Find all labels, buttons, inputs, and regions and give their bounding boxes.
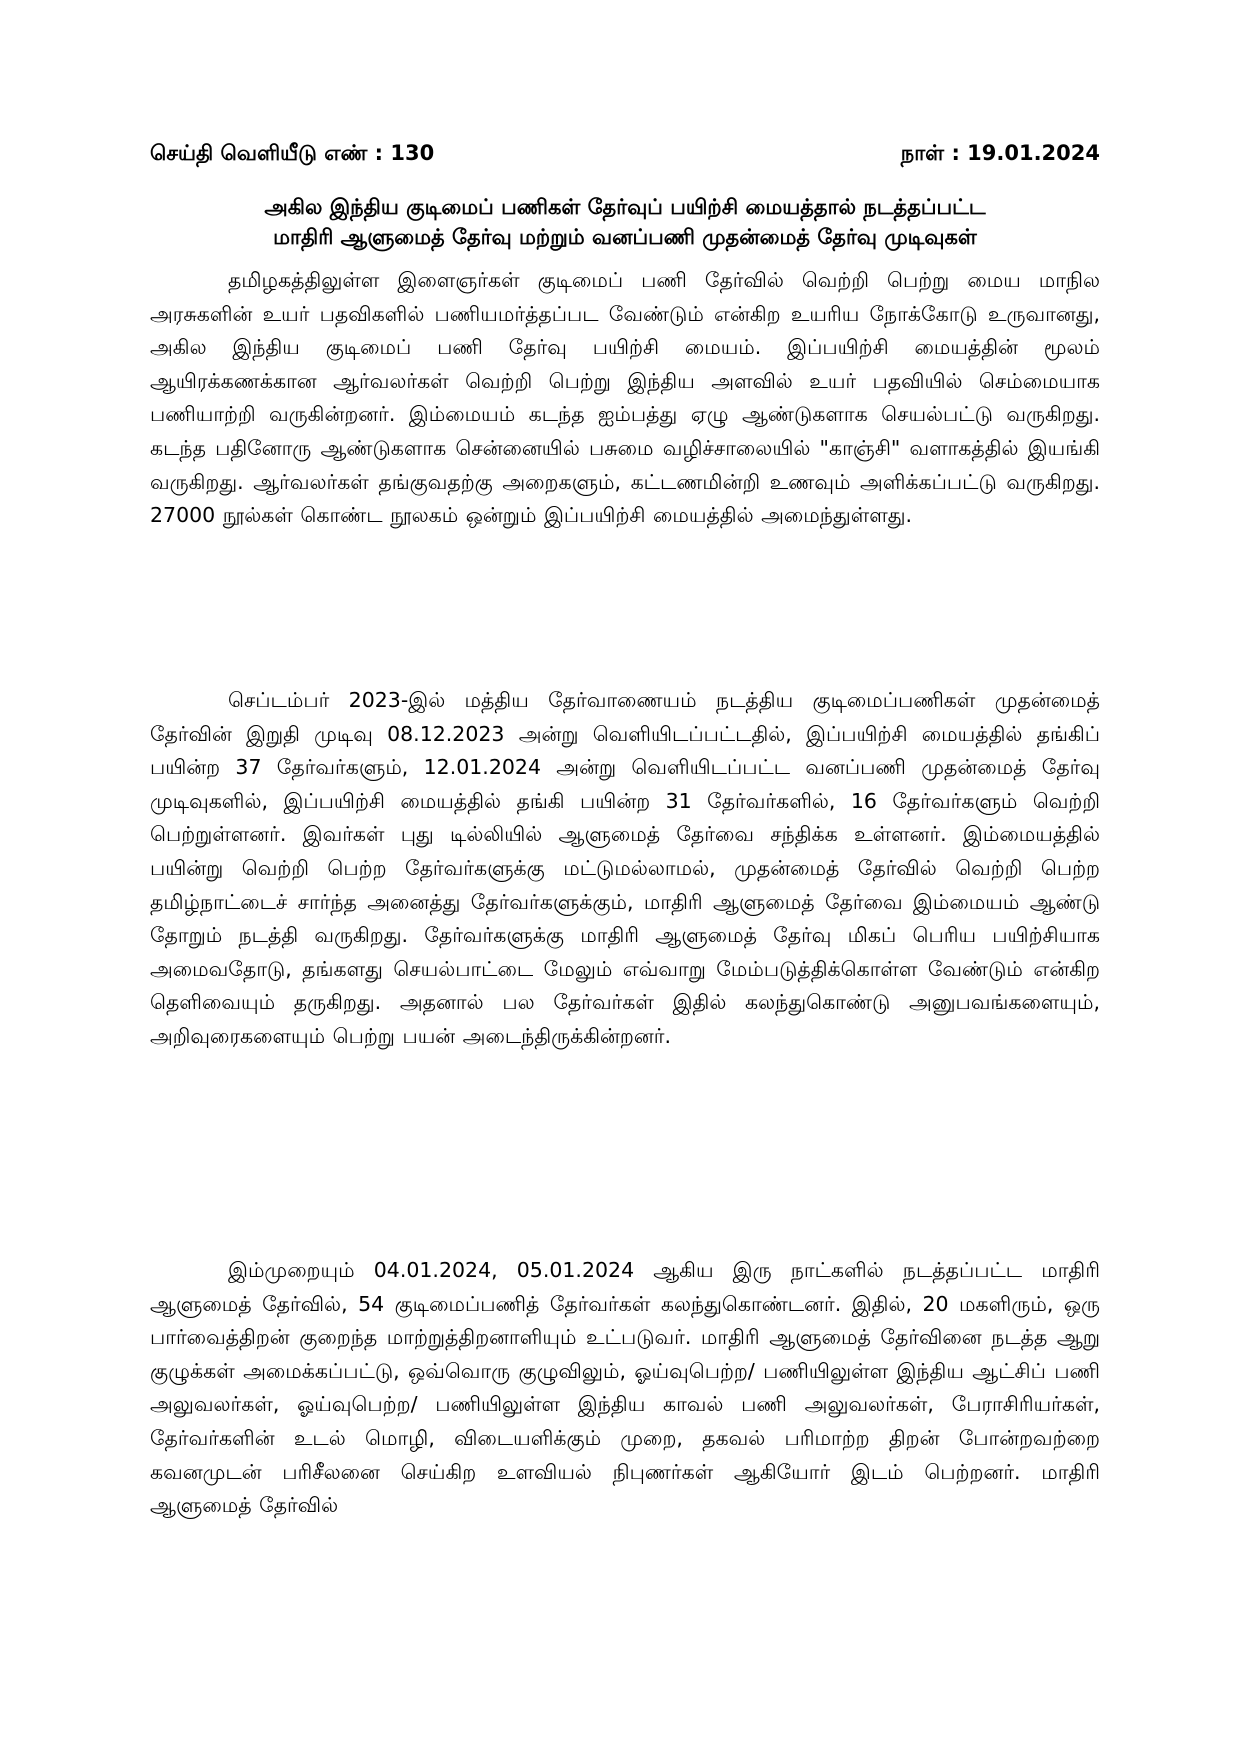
body-paragraph-1: தமிழகத்திலுள்ள இளைஞர்கள் குடிமைப் பணி தேர்வில் வெற்றி பெற்று மைய மாநில அரசுகளின் உயர் பதவிகளில் பணியமர்த்தப்பட வேண்டும் என்கிற உயரிய நோக்கோடு உருவானது, அகில இந்திய குடிமைப் பணி தேர்வு பயிற்சி மையம். இப்பயிற்சி மையத்தின் மூலம் ஆயிரக்கணக்கான ஆர்வலர்கள் வெற்றி பெற்று இந்திய அளவில் உயர் பதவியில் செம்மையாக பணியாற்றி வருகின்றனர். இம்மையம் கடந்த ஐம்பத்து ஏழு ஆண்டுகளாக செயல்பட்டு வருகிறது. கடந்த பதினோரு ஆண்டுகளாக சென்னையில் பசுமை வழிச்சாலையில் "காஞ்சி" வளாகத்தில் இயங்கி வருகிறது. ஆர்வலர்கள் தங்குவதற்கு அறைகளும், கட்டணமின்றி உணவும் அளிக்கப்பட்டு வருகிறது. 27000 நூல்கள் கொண்ட நூலகம் ஒன்றும் இப்பயிற்சி மையத்தில் அமைந்துள்ளது.	[150, 268, 1100, 528]
header-row	[150, 136, 1100, 170]
title-line-2: மாதிரி ஆளுமைத் தேர்வு மற்றும் வனப்பணி முதன்மைத் தேர்வு முடிவுகள்	[273, 225, 977, 249]
release-date: நாள் : 19.01.2024	[900, 141, 1100, 165]
body-paragraph-3: இம்முறையும் 04.01.2024, 05.01.2024 ஆகிய இரு நாட்களில் நடத்தப்பட்ட மாதிரி ஆளுமைத் தேர்வில், 54 குடிமைப்பணித் தேர்வர்கள் கலந்துகொண்டனர். இதில், 20 மகளிரும், ஒரு பார்வைத்திறன் குறைந்த மாற்றுத்திறனாளியும் உட்படுவர். மாதிரி ஆளுமைத் தேர்வினை நடத்த ஆறு குழுக்கள் அமைக்கப்பட்டு, ஒவ்வொரு குழுவிலும், ஓய்வுபெற்ற/ பணியிலுள்ள இந்திய ஆட்சிப் பணி அலுவலர்கள், ஓய்வுபெற்ற/ பணியிலுள்ள இந்திய காவல் பணி அலுவலர்கள், பேராசிரியர்கள், தேர்வர்களின் உடல் மொழி, விடையளிக்கும் முறை, தகவல் பரிமாற்ற திறன் போன்றவற்றை கவனமுடன் பரிசீலனை செய்கிற உளவியல் நிபுணர்கள் ஆகியோர் இடம் பெற்றனர். மாதிரி ஆளுமைத் தேர்வில்	[150, 1258, 1100, 1518]
release-number: செய்தி வெளியீடு எண் : 130	[150, 141, 435, 165]
body-paragraph-2: செப்டம்பர் 2023-இல் மத்திய தேர்வாணையம் நடத்திய குடிமைப்பணிகள் முதன்மைத் தேர்வின் இறுதி முடிவு 08.12.2023 அன்று வெளியிடப்பட்டதில், இப்பயிற்சி மையத்தில் தங்கிப் பயின்ற 37 தேர்வர்களும், 12.01.2024 அன்று வெளியிடப்பட்ட வனப்பணி முதன்மைத் தேர்வு முடிவுகளில், இப்பயிற்சி மையத்தில் தங்கி பயின்ற 31 தேர்வர்களில், 16 தேர்வர்களும் வெற்றி பெற்றுள்ளனர். இவர்கள் புது டில்லியில் ஆளுமைத் தேர்வை சந்திக்க உள்ளனர். இம்மையத்தில் பயின்று வெற்றி பெற்ற தேர்வர்களுக்கு மட்டுமல்லாமல், முதன்மைத் தேர்வில் வெற்றி பெற்ற தமிழ்நாட்டைச் சார்ந்த அனைத்து தேர்வர்களுக்கும், மாதிரி ஆளுமைத் தேர்வை இம்மையம் ஆண்டு தோறும் நடத்தி வருகிறது. தேர்வர்களுக்கு மாதிரி ஆளுமைத் தேர்வு மிகப் பெரிய பயிற்சியாக அமைவதோடு, தங்களது செயல்பாட்டை மேலும் எவ்வாறு மேம்படுத்திக்கொள்ள வேண்டும் என்கிற தெளிவையும் தருகிறது. அதனால் பல தேர்வர்கள் இதில் கலந்துகொண்டு அனுபவங்களையும், அறிவுரைகளையும் பெற்று பயன் அடைந்திருக்கின்றனர்.	[150, 688, 1101, 1048]
title-line-1: அகில இந்திய குடிமைப் பணிகள் தேர்வுப் பயிற்சி மையத்தால் நடத்தப்பட்ட	[264, 195, 986, 219]
document-title	[150, 192, 1100, 252]
